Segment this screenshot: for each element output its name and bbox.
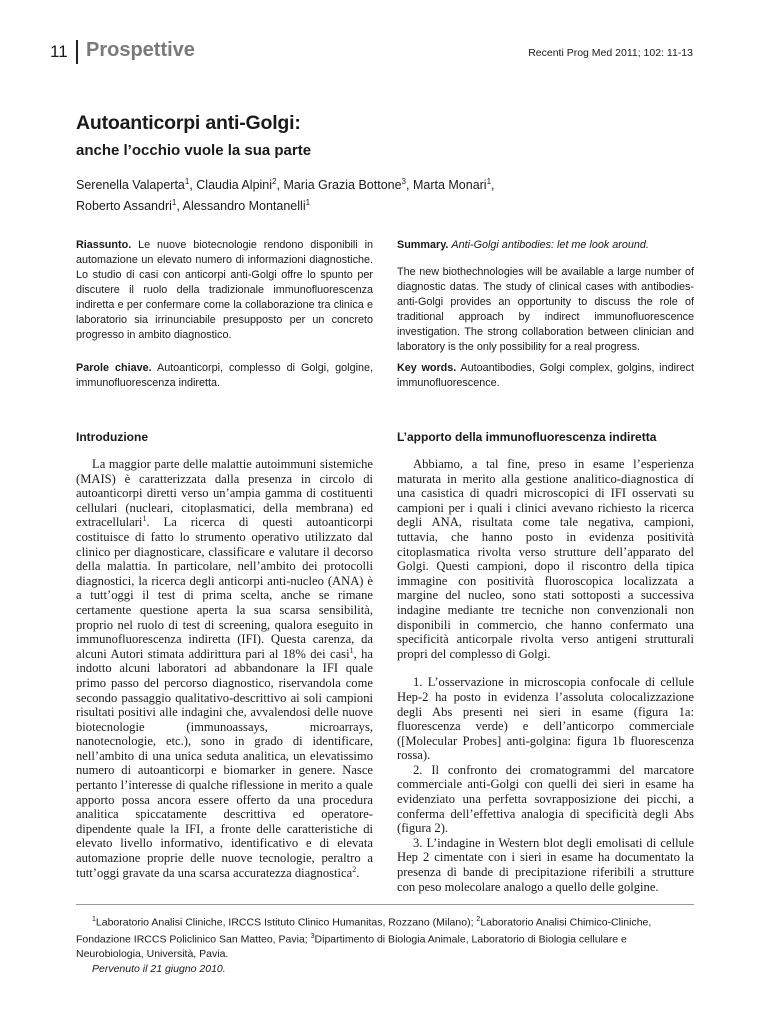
summary-text: The new biothechnologies will be available a large number of diagnostic datas. The study of clinical cases with antibodies-anti-Golgi provides an opportunity to discuss the role of traditional approach by indirect immunofluorescence investigation. The strong collaboration between clinician and laboratory is the only possibility for a real progress. xyxy=(397,266,694,353)
summary-label: Summary. xyxy=(397,239,449,251)
keywords-label: Key words. xyxy=(397,362,457,374)
page-number: 11 xyxy=(50,42,68,61)
ifi-body xyxy=(397,457,694,894)
section-title: Prospettive xyxy=(86,39,195,61)
summary-title: Anti-Golgi antibodies: let me look around. xyxy=(451,239,649,251)
paragraph: La maggior parte delle malattie autoimmuni sistemiche (MAIS) è caratterizzata dalla presenza in circolo di autoanticorpi diretti verso un’ampia gamma di costituenti cellulari (nucleari, citoplasmatici, della membrana) ed extracellulari$^1$. La ricerca di questi autoanticorpi costituisce di fatto lo strumento operativo utilizzato dal clinico per diagnosticare, classificare e valutare il decorso della malattia. In particolare, nell’ambito dei protocolli diagnostici, la ricerca degli anticorpi anti-nucleo (ANA) è a tutt’oggi il test di prima scelta, anche se rimane certamente questione aperta la sua scarsa sensibilità, proprio nel ruolo di test di screening, qualora eseguito in immunofluorescenza indiretta (IFI). Questa carenza, da alcuni Autori stimata addirittura pari al 18% dei casi$^1$, ha indotto alcuni laboratori ad abbandonare la IFI quale primo passo del percorso diagnostico, riservandola come secondo passaggio qualitativo-descrittivo ai soli campioni risultati positivi alle indagini che, avvalendosi delle nuove biotecnologie (immunoassays, microarrays, nanotecnologie, etc.), sono in grado di identificare, nell’ambito di una unica seduta analitica, un elevatissimo numero di autoanticorpi e biomarker in genere. Nasce pertanto l’interesse di qualche riflessione in merito a quale apporto possa ancora essere offerto da una procedura analitica spiccatamente descrittiva ed operatore-dipendente quale la IFI, a fronte delle caratteristiche di elevato livello informativo, identificativo e di elevata automazione proprie delle nuove tecnologie, peraltro a tutt’oggi gravate da una scarsa accuratezza diagnostica$^2$. xyxy=(76,457,373,880)
footnote-divider xyxy=(76,904,694,905)
article-title: Autoanticorpi anti-Golgi: xyxy=(76,112,301,134)
abstract-label: Riassunto. xyxy=(76,239,132,251)
author-line-1 xyxy=(76,173,636,194)
keywords-text: Autoantibodies, Golgi complex, golgins, indirect immunofluorescence. xyxy=(397,362,694,389)
section-heading-introduzione: Introduzione xyxy=(76,430,148,444)
section-heading-ifi: L’apporto della immunofluorescenza indiretta xyxy=(397,430,657,444)
author: Serenella Valaperta$^1$, xyxy=(76,177,197,193)
journal-reference: Recenti Prog Med 2011; 102: 11-13 xyxy=(528,47,693,59)
header-divider xyxy=(76,40,78,64)
paragraph: 3. L’indagine in Western blot degli emolisati di cellule Hep 2 cimentate con i sieri in esame ha documentato la presenza di bande di precipitazione riferibili a strutture con peso molecolare analogo a quello delle golgine. xyxy=(397,835,694,894)
affiliations-footnote xyxy=(76,913,694,976)
author: Claudia Alpini$^2$, xyxy=(196,177,284,193)
abstract-text: Le nuove biotecnologie rendono disponibili in automazione un elevato numero di informazioni diagnostiche. Lo studio di casi con anticorpi anti-Golgi offre lo spunto per discutere il ruolo della tradizionale immunofluorescenza indiretta e per confermare come la collaborazione tra clinica e laboratorio sia irrinunciabile presupposto per un concreto progresso in ambito diagnostico. xyxy=(76,239,373,341)
keywords-italian xyxy=(76,361,373,391)
paragraph: 1. L’osservazione in microscopia confocale di cellule Hep-2 ha posto in evidenza l’assoluta colocalizzazione degli Abs presenti nei sieri in esame (figura 1a: fluorescenza verde) e dell’anticorpo commerciale ([Molecular Probes] anti-golgina: figura 1b fluorescenza rossa). xyxy=(397,675,694,763)
author: Maria Grazia Bottone$^3$, xyxy=(283,177,413,193)
intro-body xyxy=(76,457,373,880)
keywords-text: Autoanticorpi, complesso di Golgi, golgine, immunofluorescenza indiretta. xyxy=(76,362,373,389)
keywords-label: Parole chiave. xyxy=(76,362,152,374)
keywords-english xyxy=(397,361,694,391)
article-subtitle: anche l’occhio vuole la sua parte xyxy=(76,142,312,159)
affiliations: $^1$Laboratorio Analisi Cliniche, IRCCS Istituto Clinico Humanitas, Rozzano (Milano); $^2$Laboratorio Analisi Chimico-Cliniche, Fondazione IRCCS Policlinico San Matteo, Pavia; $^3$Dipartimento di Biologia Animale, Laboratorio di Biologia cellulare e Neurobiologia, Università, Pavia. xyxy=(76,916,652,960)
author-list xyxy=(76,173,636,215)
paragraph: 2. Il confronto dei cromatogrammi del marcatore commerciale anti-Golgi con quelli dei sieri in esame ha evidenziato una perfetta sovrapposizione dei picchi, a conferma dell’effettiva analogia di specificità degli Abs (figura 2). xyxy=(397,762,694,836)
received-date: Pervenuto il 21 giugno 2010. xyxy=(92,962,226,975)
author: Roberto Assandri$^1$, xyxy=(76,198,183,214)
abstract-italian xyxy=(76,238,373,343)
author: Alessandro Montanelli$^1$ xyxy=(182,198,311,214)
author-line-2 xyxy=(76,194,636,215)
author: Marta Monari$^1$, xyxy=(412,177,495,193)
paragraph: Abbiamo, a tal fine, preso in esame l’esperienza maturata in merito alla gestione analitico-diagnostica di una casistica di quadri microscopici di IFI osservati su campioni per i quali i clinici avevano richiesto la ricerca degli ANA, risultata come tale negativa, campioni, tuttavia, che hanno posto in evidenza positività citoplasmatica rivolta verso strutture dell’apparato del Golgi. Questi campioni, dopo il riscontro della tipica immagine con positività fluoroscopica localizzata a margine del nucleo, sono stati sottoposti a successiva indagine mediante tre tecniche non convenzionali non disponibili in commercio, che hanno confermato una specificità anticorpale rivolta verso antigeni strutturali propri del complesso di Golgi. xyxy=(397,457,694,661)
abstract-english xyxy=(397,238,694,253)
